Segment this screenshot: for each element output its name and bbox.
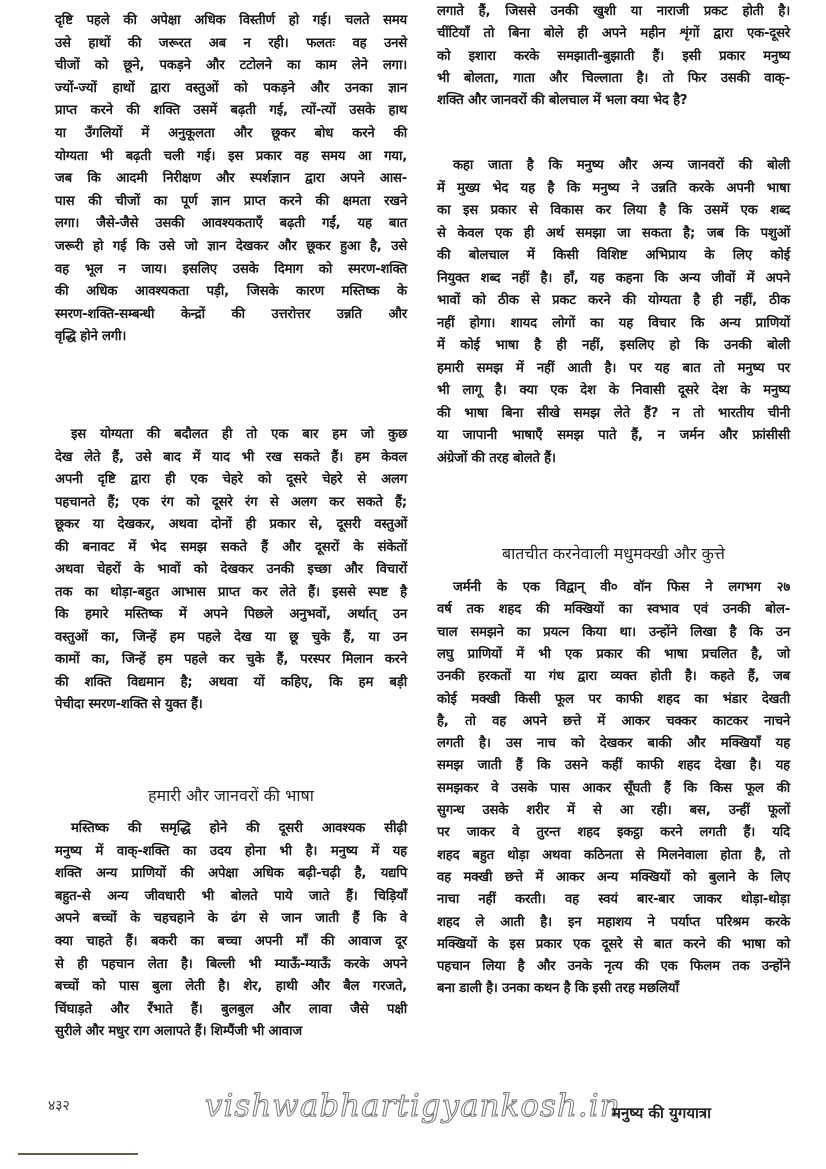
text-line: शहद बहुत थोड़ा अथवा कठिनता से मिलनेवाला होता है, तो	[437, 847, 790, 863]
text-line: दृष्टि पहले की अपेक्षा अधिक विस्तीर्ण हो गई। चलते समय	[55, 13, 407, 28]
text-line: जरूरी हो गई कि उसे जो ज्ञान देखकर और छूकर हुआ है, उसे	[55, 239, 407, 254]
text-line: में कोई भाषा है ही नहीं, इसलिए हो कि उनकी बोली	[437, 338, 790, 353]
text-line: या उँगलियों में अनुकूलता और छूकर बोध करने की	[55, 126, 407, 141]
text-line: समझ जाती हैं कि उसने कहीं काफी शहद देखा है। यह	[437, 758, 790, 774]
text-line: कोई मक्खी किसी फूल पर काफी शहद का भंडार देखती	[437, 691, 790, 707]
text-line: लगती है। उस नाच को देखकर बाकी और मक्खियाँ यह	[437, 736, 790, 752]
text-line: मनुष्य में वाक्-शक्ति का उदय होना भी है। मनुष्य में यह	[55, 843, 407, 859]
text-line: वह भूल न जाय। इसलिए उसके दिमाग को स्मरण-शक्ति	[55, 261, 407, 277]
text-line: लघु प्राणियों में भी एक प्रकार की भाषा प्रचलित है, जो	[437, 646, 790, 662]
text-line: पेचीदा स्मरण-शक्ति से युक्त हैं।	[55, 697, 203, 712]
text-line: उसे हाथों की जरूरत अब न रही। फलतः वह उनसे	[55, 35, 407, 51]
text-line: चाल समझने का प्रयत्न किया था। उन्होंने लिखा है कि उन	[437, 624, 790, 640]
text-line: पहचानते हैं; एक रंग को दूसरे रंग से अलग कर सकते हैं;	[55, 494, 407, 510]
text-line: पहचान लिया है और उनके नृत्य की एक फिलम तक उन्होंने	[437, 959, 790, 975]
text-line: नाचा नहीं करती। वह स्वयं बार-बार जाकर थोड़ा-थोड़ा	[437, 892, 790, 908]
text-line: बना डाली है। उनका कथन है कि इसी तरह मछलियाँ	[437, 981, 679, 997]
text-line: शक्ति अन्य प्राणियों की अपेक्षा अधिक बढ़ी-चढ़ी है, यद्यपि	[55, 866, 407, 882]
text-line: ज्यों-ज्यों हाथों द्वारा वस्तुओं को पकड़ने और उनका ज्ञान	[55, 80, 407, 96]
text-line: भी लागू है। क्या एक देश के निवासी दूसरे देश के मनुष्य	[437, 383, 790, 398]
text-line: मक्खियों के इस प्रकार एक दूसरे से बात करने की भाषा को	[437, 936, 790, 952]
text-line: इस योग्यता की बदौलत ही तो एक बार हम जो कुछ	[71, 427, 407, 442]
text-line: क्या चाहते हैं। बकरी का बच्चा अपनी माँ की आवाज दूर	[55, 934, 407, 949]
text-line: सुगन्ध उसके शरीर में से आ रही। बस, उन्हीं फूलों	[437, 803, 790, 818]
text-line: की बनावट में भेद समझ सकते हैं और दूसरों के संकेतों	[55, 539, 407, 555]
text-line: हमारी समझ में नहीं आती है। पर यह बात तो मनुष्य पर	[437, 360, 790, 376]
text-line: अपनी दृष्टि द्वारा ही एक चेहरे को दूसरे चेहरे से अलग	[55, 472, 407, 487]
text-line: से ही पहचान लेता है। बिल्ली भी म्याऊँ-म्याऊँ करके अपने	[55, 956, 407, 972]
text-line: पर जाकर वे तुरन्त शहद इकट्ठा करने लगती हैं। यदि	[437, 825, 790, 841]
text-line: से केवल एक ही अर्थ समझा जा सकता है; जब कि पशुओं	[437, 225, 790, 241]
section-heading: बातचीत करनेवाली मधुमक्खी और कुत्ते	[501, 544, 725, 563]
text-line: की भाषा बिना सीखे समझ लेते हैं? न तो भारतीय चीनी	[437, 405, 790, 421]
bottom-rule	[18, 1153, 138, 1155]
text-line: वह मक्खी छत्ते में आकर अन्य मक्खियों को बुलाने के लिए	[437, 869, 790, 885]
text-line: मस्तिष्क की समृद्धि होने की दूसरी आवश्यक सीढ़ी	[71, 821, 407, 836]
text-line: अथवा चेहरों के भावों को देखकर उनकी इच्छा और विचारों	[55, 562, 407, 577]
text-line: कामों का, जिन्हें हम पहले कर चुके हैं, परस्पर मिलान करने	[55, 652, 407, 667]
text-line: पास की चीजों का पूर्ण ज्ञान प्राप्त करने की क्षमता रखने	[55, 193, 407, 209]
text-line: की शक्ति विद्यमान है; अथवा यों कहिए, कि हम बड़ी	[55, 674, 407, 690]
text-line: छूकर या देखकर, अथवा दोनों ही प्रकार से, दूसरी वस्तुओं	[55, 517, 407, 532]
text-line: बहुत-से अन्य जीवधारी भी बोलते पाये जाते हैं। चिड़ियाँ	[55, 888, 407, 904]
text-line: स्मरण-शक्ति-सम्बन्धी केन्द्रों की उत्तरोत्तर उन्नति और	[55, 306, 407, 322]
text-line: अपने बच्चों के चहचहाने के ढंग से जान जाती हैं कि वे	[55, 911, 407, 927]
text-line: नहीं होगा। शायद लोगों का यह विचार कि अन्य प्राणियों	[437, 315, 790, 331]
text-line: में मुख्य भेद यह है कि मनुष्य ने उन्नति करके अपनी भाषा	[437, 180, 790, 196]
text-line: कहा जाता है कि मनुष्य और अन्य जानवरों की बोली	[453, 158, 790, 173]
text-line: चीजों को छूने, पकड़ने और टटोलने का काम लेने लगा।	[55, 58, 407, 74]
text-line: भावों को ठीक से प्रकट करने की योग्यता है ही नहीं, ठीक	[437, 293, 790, 308]
text-line: शक्ति और जानवरों की बोलचाल में भला क्या भेद है?	[437, 93, 688, 109]
text-line: का इस प्रकार से विकास कर लिया है कि उसमें एक शब्द	[437, 203, 790, 218]
text-line: को इशारा करके समझाती-बुझाती हैं। इसी प्रकार मनुष्य	[437, 48, 790, 64]
text-line: की अधिक आवश्यकता पड़ी, जिसके कारण मस्तिष्क के	[55, 284, 407, 300]
text-line: चिंघाड़ते और रँभाते हैं। बुलबुल और लावा जैसे पक्षी	[55, 1001, 407, 1017]
text-line: वर्ष तक शहद की मक्खियों का स्वभाव एवं उनकी बोल-	[437, 602, 790, 618]
text-line: शहद ले आती है। इन महाशय ने पर्याप्त परिश्रम करके	[437, 914, 790, 930]
watermark: vishwabhartigyankosh.in	[205, 1088, 621, 1124]
running-footer-book-title: मनुष्य की युगयात्रा	[612, 1104, 712, 1122]
text-line: बच्चों को पास बुला लेती है। शेर, हाथी और बैल गरजते,	[55, 979, 407, 995]
text-line: की बोलचाल में किसी विशिष्ट अभिप्राय के लिए कोई	[437, 248, 790, 263]
text-line: भी बोलता, गाता और चिल्लाता है। तो फिर उसकी वाक्-	[437, 70, 790, 86]
text-line: चींटियाँ तो बिना बोले ही अपने महीन शृंगों द्वारा एक-दूसरे	[437, 26, 790, 42]
text-line: योग्यता भी बढ़ती चली गई। इस प्रकार वह समय आ गया,	[55, 148, 407, 164]
text-line: है, तो वह अपने छत्ते में आकर चक्कर काटकर नाचने	[437, 713, 790, 729]
text-line: उनकी हरकतों या गंध द्वारा व्यक्त होती है। कहते हैं, जब	[437, 669, 790, 685]
text-line: लगाते हैं, जिससे उनकी खुशी या नाराजी प्रकट होती है।	[437, 4, 790, 19]
text-line: तक का थोड़ा-बहुत आभास प्राप्त कर लेते हैं। इससे स्पष्ट है	[55, 584, 407, 600]
text-line: जर्मनी के एक विद्वान् वी० वॉन फिस ने लगभग २७	[453, 580, 790, 595]
text-line: लगा। जैसे-जैसे उसकी आवश्यकताएँ बढ़ती गईं, यह बात	[55, 216, 407, 232]
text-line: अंग्रेजों की तरह बोलते हैं।	[437, 450, 556, 466]
text-line: देख लेते हैं, उसे बाद में याद भी रख सकते हैं। हम केवल	[55, 449, 407, 465]
text-line: जब कि आदमी निरीक्षण और स्पर्शज्ञान द्वारा अपने आस-	[55, 171, 407, 187]
section-heading: हमारी और जानवरों की भाषा	[148, 786, 314, 805]
page-number: ४३२	[48, 1098, 70, 1114]
text-line: समझकर वे उसके पास आकर सूँघती हैं कि किस फूल की	[437, 780, 790, 796]
text-line: प्राप्त करने की शक्ति उसमें बढ़ती गई, त्यों-त्यों उसके हाथ	[55, 103, 407, 119]
text-line: वस्तुओं का, जिन्हें हम पहले देख या छू चुके हैं, या उन	[55, 629, 407, 645]
text-line: सुरीले और मधुर राग अलापते हैं। शिम्पैंजी भी आवाज	[55, 1024, 302, 1040]
text-line: कि हमारे मस्तिष्क में अपने पिछले अनुभवों, अर्थात् उन	[55, 607, 407, 622]
text-line: नियुक्त शब्द नहीं है। हाँ, यह कहना कि अन्य जीवों में अपने	[437, 270, 790, 286]
text-line: वृद्धि होने लगी।	[55, 329, 127, 345]
text-line: या जापानी भाषाएँ समझ पाते हैं, न जर्मन और फ्रांसीसी	[437, 428, 790, 443]
